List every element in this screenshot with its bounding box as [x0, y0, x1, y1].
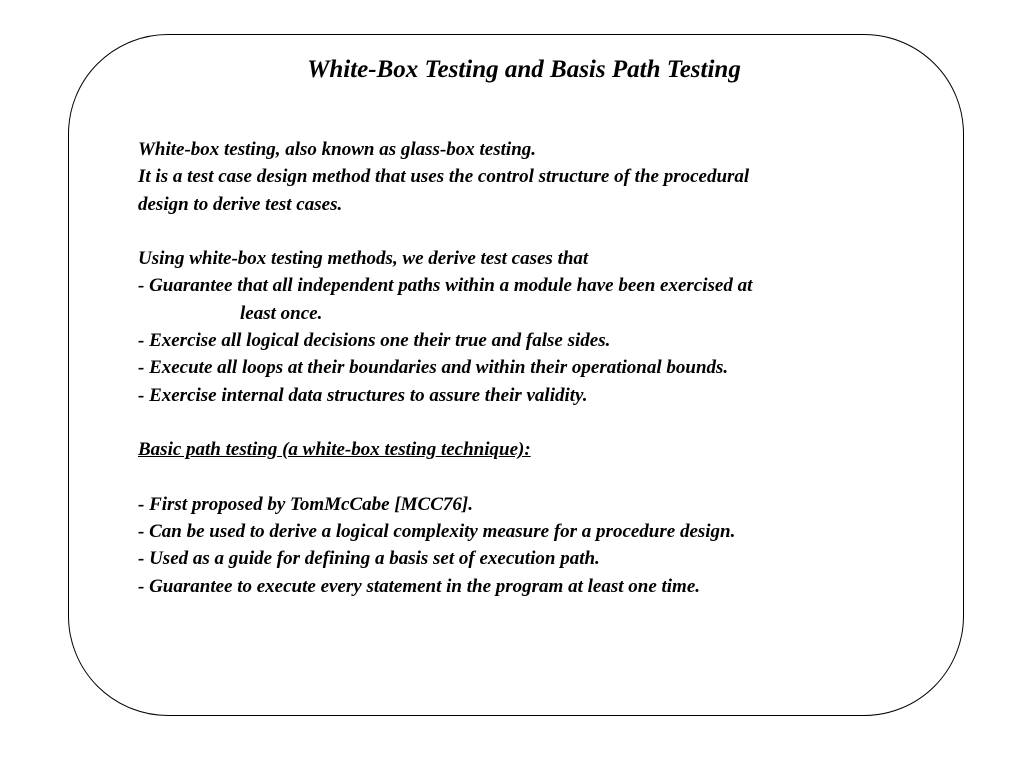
intro-line-2: It is a test case design method that uses the control structure of the procedural	[138, 166, 750, 188]
basis-path-item: - Can be used to derive a logical complexity measure for a procedure design.	[138, 521, 736, 543]
methods-item: - Exercise internal data structures to assure their validity.	[138, 384, 588, 406]
methods-item: - Guarantee that all independent paths within a module have been exercised at	[138, 275, 753, 297]
methods-lead: Using white-box testing methods, we derive test cases that	[138, 248, 589, 270]
basis-path-heading: Basic path testing (a white-box testing technique):	[138, 439, 531, 461]
methods-item-continuation: least once.	[240, 302, 323, 324]
slide-title: White-Box Testing and Basis Path Testing	[307, 56, 741, 83]
basis-path-item: - Used as a guide for defining a basis set of execution path.	[138, 548, 600, 570]
blank-line	[138, 218, 938, 245]
slide-body	[138, 136, 938, 600]
blank-line	[138, 464, 938, 491]
basis-path-heading-line	[138, 436, 938, 463]
basis-path-item: - Guarantee to execute every statement in the program at least one time.	[138, 575, 701, 597]
blank-line	[138, 409, 938, 436]
basis-path-item: - First proposed by TomMcCabe [MCC76].	[138, 493, 473, 515]
intro-line-1: White-box testing, also known as glass-box testing.	[138, 139, 537, 160]
methods-item: - Execute all loops at their boundaries and within their operational bounds.	[138, 357, 729, 379]
intro-line-3: design to derive test cases.	[138, 193, 343, 215]
methods-item: - Exercise all logical decisions one their true and false sides.	[138, 330, 611, 352]
